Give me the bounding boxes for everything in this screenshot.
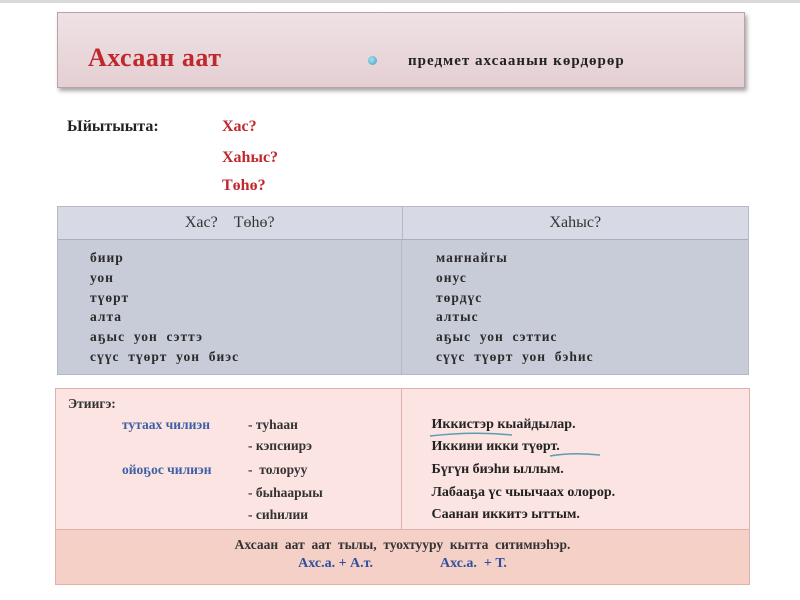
examples-cell [402,389,750,529]
example-sentence: Саанан иккитэ ыттым. [431,507,580,522]
bullet-icon [368,56,377,65]
list-item: онус [436,269,467,285]
list-item: алтыс [436,309,479,325]
list-item: аҕыс уон сэттис [436,329,558,345]
list-item: биир [90,250,124,265]
role-item: - толоруу [248,462,308,477]
role-item: - быһаарыы [248,485,323,500]
formula-noun: Ахс.а. + А.т. [298,556,373,571]
question-3: Төһө? [222,177,266,194]
list-item: төрдүс [436,289,483,305]
underline-mark [430,433,512,436]
example-sentence: Иккини икки түөрт. [431,439,560,454]
list-item: сүүс түөрт уон биэс [90,348,240,364]
example-sentence: Иккистэр кыайдылар. [431,417,576,432]
example-sentence: Бүгүн биэһи ыллым. [431,462,564,477]
ordinal-column [402,240,748,374]
table-header-cardinal: Хас? Төһө? [58,207,403,239]
rule-footer [56,529,749,584]
question-2: Хаһыс? [222,149,279,166]
title-banner [57,12,745,88]
example-sentence: Лабааҕа үс чыычаах олорор. [431,485,616,500]
role-secondary-member: ойоҕос чилиэн [122,462,212,477]
list-item: маҥнайгы [436,250,508,265]
questions-label: Ыйытыыта: [67,118,159,135]
slide-title: Ахсаан аат [88,43,222,72]
list-item: уон [90,269,114,285]
formula-verb: Ахс.а. + Т. [440,556,507,571]
list-item: аҕыс уон сэттэ [90,329,203,345]
list-item: түөрт [90,289,130,305]
role-item: - туһаан [248,417,298,432]
numerals-table [57,206,749,375]
sentence-roles-table [55,388,750,585]
role-item: - кэпсиирэ [248,438,312,453]
question-1: Хас? [222,118,257,135]
roles-cell [56,389,402,529]
cardinal-column [58,240,402,374]
table-header-ordinal: Хаһыс? [549,214,602,231]
list-item: алта [90,309,122,325]
rule-text: Ахсаан аат аат тылы, туохтууру кытта ситимнэһэр. [234,537,571,552]
top-divider [0,0,800,3]
role-main-member: тутаах чилиэн [122,417,210,432]
list-item: сүүс түөрт уон бэһис [436,348,594,364]
role-item: - сиһилии [248,507,309,522]
slide-subtitle: предмет ахсаанын көрдөрөр [408,53,625,69]
roles-heading: Этиигэ: [68,396,116,411]
